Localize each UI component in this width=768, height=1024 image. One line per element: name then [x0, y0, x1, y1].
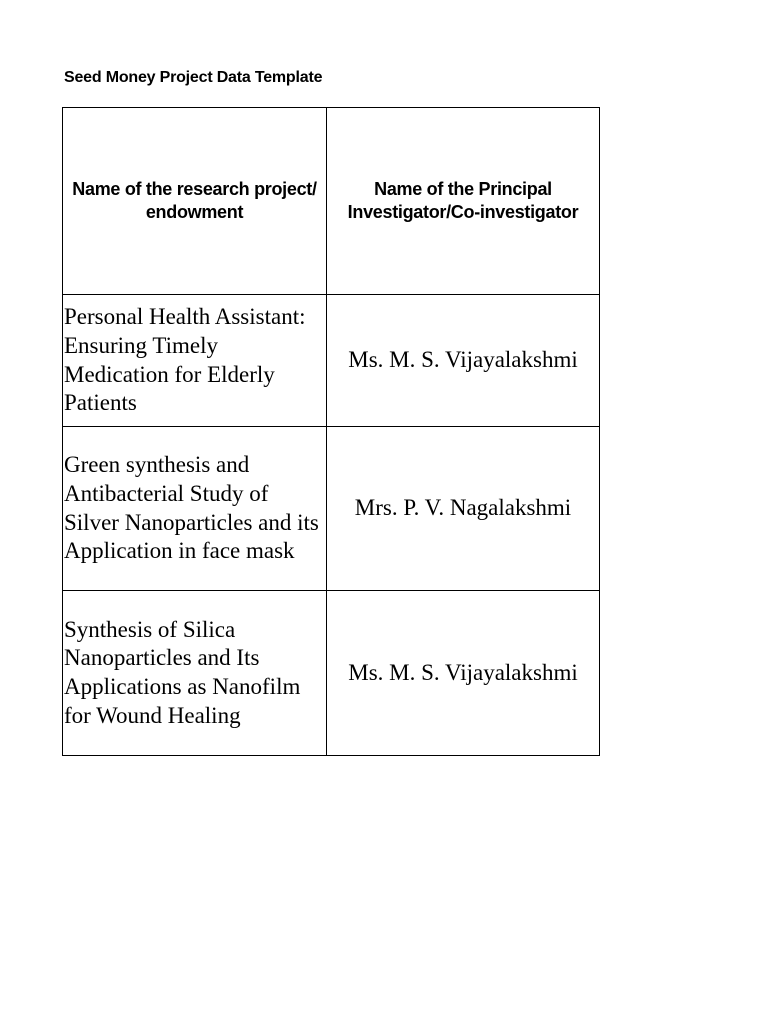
- investigator-name: Ms. M. S. Vijayalakshmi: [348, 659, 578, 685]
- document-title: Seed Money Project Data Template: [64, 69, 323, 86]
- investigator-name: Ms. M. S. Vijayalakshmi: [348, 347, 578, 373]
- investigator-name-cell: [327, 427, 600, 591]
- investigator-name: Mrs. P. V. Nagalakshmi: [354, 495, 572, 521]
- table-header-row: [63, 108, 600, 295]
- column-header-investigator-label: Name of the Principal Investigator/Co-investigator: [347, 179, 579, 222]
- investigator-name-cell: [327, 591, 600, 756]
- seed-money-table: [62, 107, 600, 756]
- project-name-cell: [63, 591, 327, 756]
- project-name: Green synthesis and Antibacterial Study of Silver Nanoparticles and its Application in face mask: [64, 452, 319, 564]
- investigator-name-cell: [327, 295, 600, 427]
- column-header-investigator: [327, 108, 600, 295]
- column-header-project: [63, 108, 327, 295]
- table-row: [63, 427, 600, 591]
- table-row: [63, 295, 600, 427]
- column-header-project-label: Name of the research project/ endowment: [72, 179, 317, 222]
- project-name-cell: [63, 427, 327, 591]
- project-name: Synthesis of Silica Nanoparticles and Its Applications as Nanofilm for Wound Healing: [64, 616, 301, 728]
- project-name-cell: [63, 295, 327, 427]
- project-name: Personal Health Assistant: Ensuring Timely Medication for Elderly Patients: [64, 304, 306, 416]
- table-row: [63, 591, 600, 756]
